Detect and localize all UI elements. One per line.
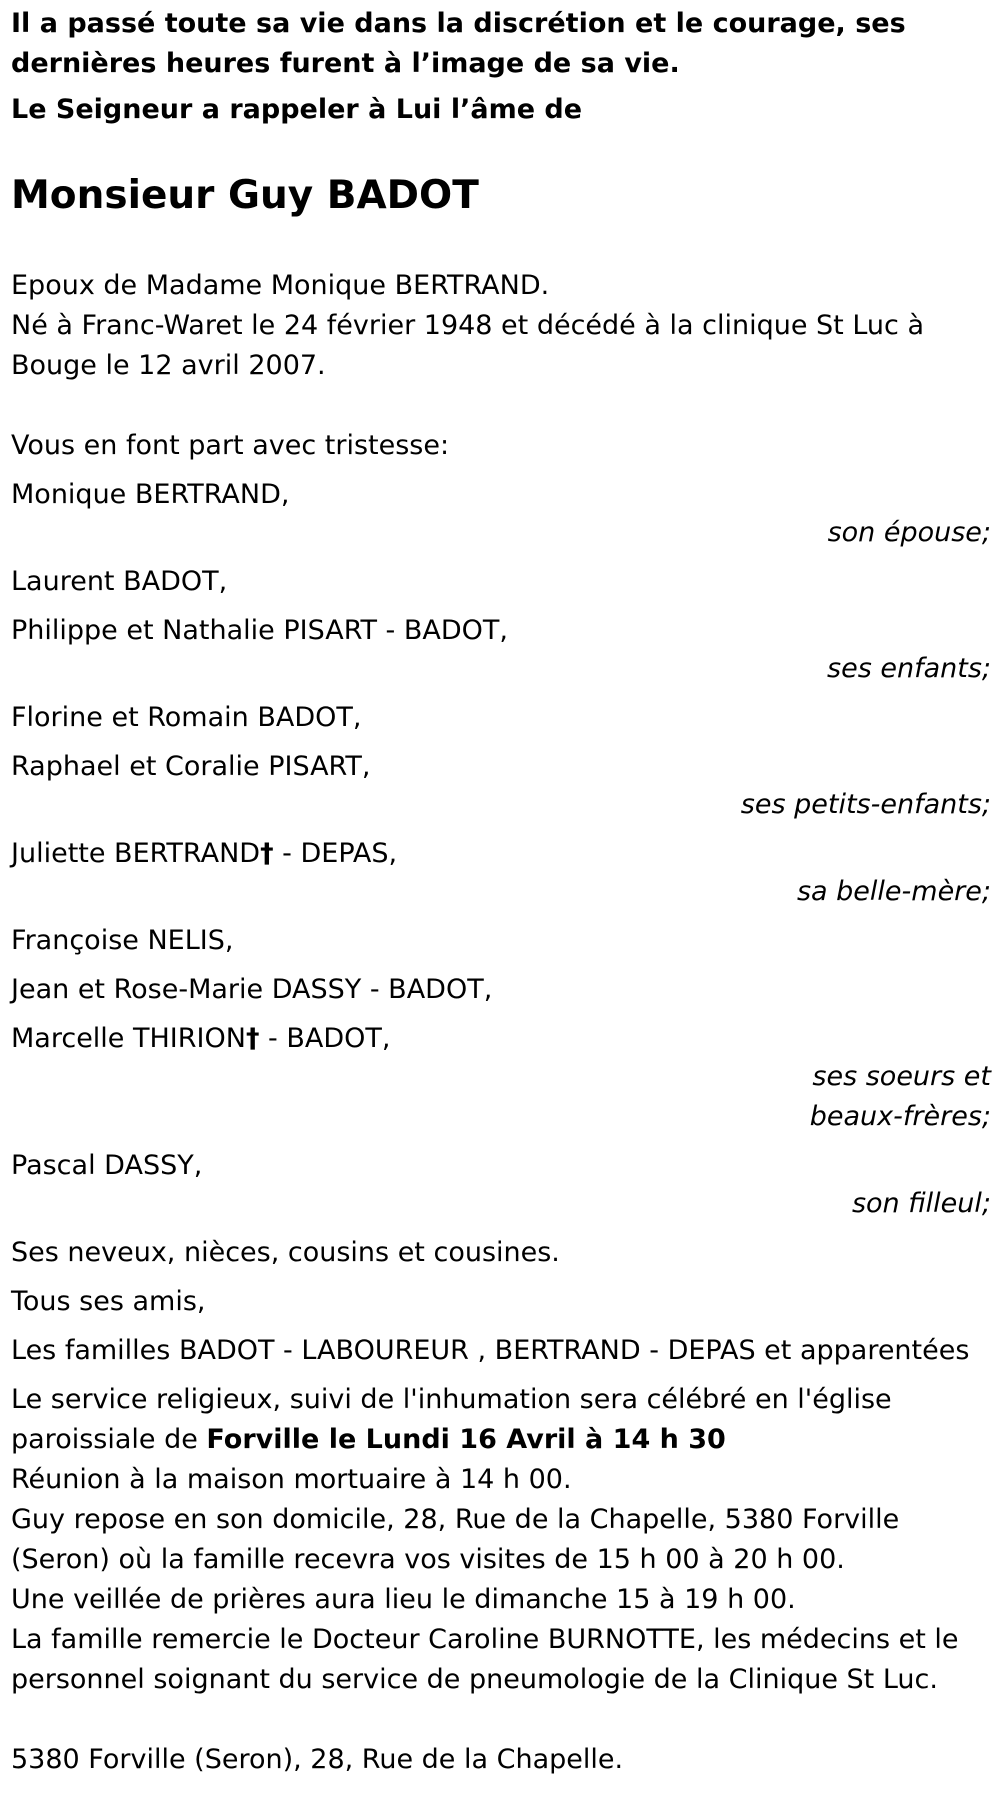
intro-text: Il a passé toute sa vie dans la discrétion et le courage, ses dernières heures furent à l’image de sa vie.: [11, 8, 906, 79]
family-member: Pascal DASSY,: [11, 1150, 203, 1181]
relation-label: ses petits-enfants;: [740, 789, 991, 820]
relation-label: beaux-frères;: [809, 1101, 991, 1132]
family-member: [11, 1019, 995, 1059]
relation-label: ses soeurs et: [812, 1061, 991, 1092]
service-announcement: [11, 1380, 995, 1460]
service-date-time: Forville le Lundi 16 Avril à 14 h 30: [206, 1424, 726, 1455]
service-gathering: Réunion à la maison mortuaire à 14 h 00.: [11, 1464, 572, 1495]
others-families: Les familles BADOT - LABOUREUR , BERTRAND - DEPAS et apparentées: [11, 1335, 970, 1366]
family-member: Raphael et Coralie PISART,: [11, 751, 371, 782]
family-group-siblings: [11, 921, 995, 1137]
intro-calling-text: Le Seigneur a rappeler à Lui l’âme de: [11, 94, 583, 125]
family-member: Françoise NELIS,: [11, 925, 234, 956]
family-member: Philippe et Nathalie PISART - BADOT,: [11, 615, 508, 646]
family-group-mother-in-law: [11, 834, 995, 912]
bio-dates: Né à Franc-Waret le 24 février 1948 et décédé à la clinique St Luc à Bouge le 12 avril 2007.: [11, 310, 925, 381]
member-name-suffix: - DEPAS,: [273, 838, 398, 869]
member-name: Juliette BERTRAND: [11, 838, 261, 869]
family-address: 5380 Forville (Seron), 28, Rue de la Chapelle.: [11, 1744, 624, 1775]
service-vigil: Une veillée de prières aura lieu le dimanche 15 à 19 h 00.: [11, 1584, 796, 1615]
family-group-grandchildren: [11, 698, 995, 825]
member-name: Marcelle THIRION: [11, 1023, 246, 1054]
relation-label: son épouse;: [827, 517, 991, 548]
bio-spouse: Epoux de Madame Monique BERTRAND.: [11, 270, 550, 301]
others-friends: Tous ses amis,: [11, 1286, 206, 1317]
family-group-godson: [11, 1146, 995, 1224]
member-name-suffix: - BADOT,: [259, 1023, 391, 1054]
relation-label: ses enfants;: [827, 653, 991, 684]
relation-label: son filleul;: [851, 1188, 991, 1219]
deceased-cross-icon: †: [245, 1023, 260, 1054]
deceased-name: Monsieur Guy BADOT: [11, 173, 479, 218]
deceased-cross-icon: †: [260, 838, 274, 869]
family-group-spouse: [11, 475, 995, 553]
family-group-children: [11, 562, 995, 689]
service-thanks: La famille remercie le Docteur Caroline BURNOTTE, les médecins et le personnel soignant du service de pneumologie de la Clinique St Luc.: [11, 1624, 959, 1695]
relation-label: sa belle-mère;: [796, 876, 991, 907]
announcement-text: Vous en font part avec tristesse:: [11, 430, 450, 461]
obituary-document: [11, 0, 995, 1780]
family-member: Florine et Romain BADOT,: [11, 702, 362, 733]
family-member: [11, 834, 995, 874]
family-member: Monique BERTRAND,: [11, 479, 290, 510]
others-relatives: Ses neveux, nièces, cousins et cousines.: [11, 1237, 560, 1268]
family-member: Jean et Rose-Marie DASSY - BADOT,: [11, 974, 493, 1005]
service-visitation: Guy repose en son domicile, 28, Rue de la Chapelle, 5380 Forville (Seron) où la famille recevra vos visites de 15 h 00 à 20 h 00.: [11, 1504, 900, 1575]
service-text: Le service religieux, suivi de l'inhumation sera célébré en l'église paroissiale de: [11, 1384, 892, 1455]
family-member: Laurent BADOT,: [11, 566, 228, 597]
